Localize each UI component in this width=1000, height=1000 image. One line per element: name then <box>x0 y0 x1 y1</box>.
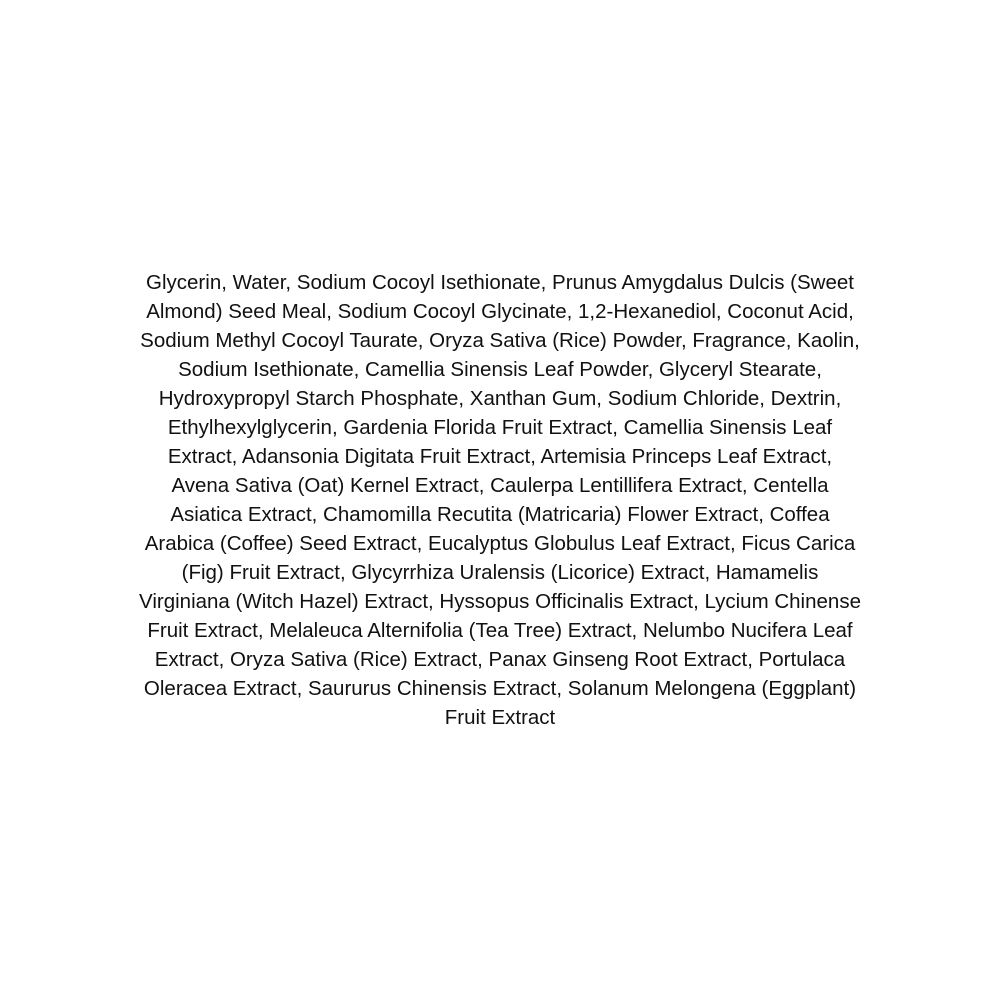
ingredients-line: Sodium Methyl Cocoyl Taurate, Oryza Sativa (Rice) Powder, Fragrance, Kaolin, <box>140 329 860 352</box>
ingredients-line: Avena Sativa (Oat) Kernel Extract, Caulerpa Lentillifera Extract, Centella <box>171 474 829 497</box>
ingredients-text <box>0 268 1000 732</box>
ingredients-line: Sodium Isethionate, Camellia Sinensis Leaf Powder, Glyceryl Stearate, <box>178 358 822 381</box>
ingredients-line: (Fig) Fruit Extract, Glycyrrhiza Uralensis (Licorice) Extract, Hamamelis <box>181 561 819 584</box>
ingredients-line: Arabica (Coffee) Seed Extract, Eucalyptus Globulus Leaf Extract, Ficus Carica <box>144 532 856 555</box>
ingredients-line: Fruit Extract <box>444 706 556 729</box>
ingredients-line: Almond) Seed Meal, Sodium Cocoyl Glycinate, 1,2-Hexanediol, Coconut Acid, <box>146 300 854 323</box>
ingredients-line: Extract, Adansonia Digitata Fruit Extract, Artemisia Princeps Leaf Extract, <box>167 445 833 468</box>
ingredients-line: Virginiana (Witch Hazel) Extract, Hyssopus Officinalis Extract, Lycium Chinense <box>139 590 861 613</box>
ingredients-line: Oleracea Extract, Saururus Chinensis Extract, Solanum Melongena (Eggplant) <box>143 677 857 700</box>
ingredients-line: Fruit Extract, Melaleuca Alternifolia (Tea Tree) Extract, Nelumbo Nucifera Leaf <box>147 619 853 642</box>
ingredients-line: Glycerin, Water, Sodium Cocoyl Isethionate, Prunus Amygdalus Dulcis (Sweet <box>146 271 854 294</box>
ingredients-line: Asiatica Extract, Chamomilla Recutita (Matricaria) Flower Extract, Coffea <box>170 503 830 526</box>
ingredients-line: Ethylhexylglycerin, Gardenia Florida Fruit Extract, Camellia Sinensis Leaf <box>167 416 833 439</box>
ingredients-line: Hydroxypropyl Starch Phosphate, Xanthan Gum, Sodium Chloride, Dextrin, <box>158 387 842 410</box>
ingredients-line: Extract, Oryza Sativa (Rice) Extract, Panax Ginseng Root Extract, Portulaca <box>154 648 846 671</box>
